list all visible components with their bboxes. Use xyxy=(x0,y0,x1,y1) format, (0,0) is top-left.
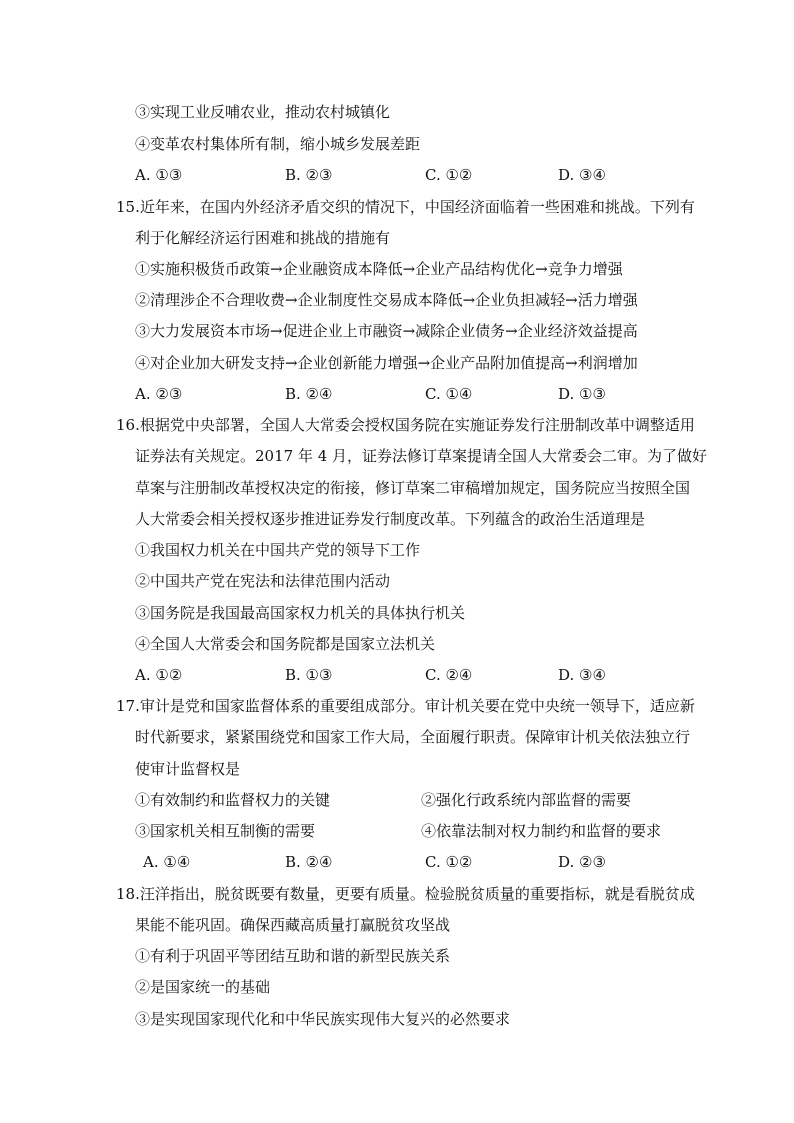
q17-statement-4: ④依靠法制对权力制约和监督的要求 xyxy=(421,822,662,840)
q17-statement-1: ①有效制约和监督权力的关键 xyxy=(135,791,331,809)
q15-statement-3: ③大力发展资本市场→促进企业上市融资→减除企业债务→企业经济效益提高 xyxy=(135,322,638,340)
q17-option-a: A. ①④ xyxy=(143,853,191,871)
q17-options xyxy=(143,852,703,872)
q15-stem-line-2: 利于化解经济运行困难和挑战的措施有 xyxy=(135,229,391,247)
q17-stem-line-1: 17.审计是党和国家监督体系的重要组成部分。审计机关要在党中央统一领导下，适应新 xyxy=(116,697,695,715)
q14-statement-4: ④变革农村集体所有制，缩小城乡发展差距 xyxy=(135,135,421,153)
q15-option-a: A. ②③ xyxy=(135,385,183,403)
q17-option-d: D. ②③ xyxy=(558,853,606,871)
q14-option-c: C. ①② xyxy=(425,166,473,184)
q15-statement-2: ②清理涉企不合理收费→企业制度性交易成本降低→企业负担减轻→活力增强 xyxy=(135,291,638,309)
q17-stem-line-3: 使审计监督权是 xyxy=(135,760,241,778)
q14-option-a: A. ①③ xyxy=(135,166,183,184)
q14-option-d: D. ③④ xyxy=(558,166,606,184)
q17-statement-2: ②强化行政系统内部监督的需要 xyxy=(421,791,632,809)
q16-option-d: D. ③④ xyxy=(558,666,606,684)
q16-option-c: C. ②④ xyxy=(425,666,473,684)
q18-statement-1: ①有利于巩固平等团结互助和谐的新型民族关系 xyxy=(135,947,451,965)
q17-statements-row-1 xyxy=(135,790,695,810)
q17-statement-3: ③国家机关相互制衡的需要 xyxy=(135,822,316,840)
q18-statement-2: ②是国家统一的基础 xyxy=(135,978,271,996)
q17-stem-line-2: 时代新要求，紧紧围绕党和国家工作大局，全面履行职责。保障审计机关依法独立行 xyxy=(135,728,691,746)
q16-statement-1: ①我国权力机关在中国共产党的领导下工作 xyxy=(135,541,421,559)
q14-option-b: B. ②③ xyxy=(285,166,333,184)
q16-statement-4: ④全国人大常委会和国务院都是国家立法机关 xyxy=(135,635,436,653)
q14-options xyxy=(135,165,695,185)
q16-option-a: A. ①② xyxy=(135,666,183,684)
q15-stem-line-1: 15.近年来，在国内外经济矛盾交织的情况下，中国经济面临着一些困难和挑战。下列有 xyxy=(116,198,695,216)
q17-option-c: C. ①② xyxy=(425,853,473,871)
q18-stem-line-1: 18.汪洋指出，脱贫既要有数量，更要有质量。检验脱贫质量的重要指标，就是看脱贫成 xyxy=(116,885,695,903)
q14-statement-3: ③实现工业反哺农业，推动农村城镇化 xyxy=(135,103,391,121)
q16-stem-line-1: 16.根据党中央部署，全国人大常委会授权国务院在实施证券发行注册制改革中调整适用 xyxy=(116,416,695,434)
q15-options xyxy=(135,384,695,404)
q16-option-b: B. ①③ xyxy=(285,666,333,684)
q16-stem-line-3: 草案与注册制改革授权决定的衔接，修订草案二审稿增加规定，国务院应当按照全国 xyxy=(135,479,691,497)
q15-statement-1: ①实施积极货币政策→企业融资成本降低→企业产品结构优化→竞争力增强 xyxy=(135,260,623,278)
q15-option-c: C. ①④ xyxy=(425,385,473,403)
q17-statements-row-2 xyxy=(135,821,695,841)
q15-option-b: B. ②④ xyxy=(285,385,333,403)
q16-options xyxy=(135,665,695,685)
q18-statement-3: ③是实现国家现代化和中华民族实现伟大复兴的必然要求 xyxy=(135,1010,511,1028)
q16-stem-line-4: 人大常委会相关授权逐步推进证券发行制度改革。下列蕴含的政治生活道理是 xyxy=(135,510,646,528)
q16-statement-3: ③国务院是我国最高国家权力机关的具体执行机关 xyxy=(135,604,466,622)
q18-stem-line-2: 果能不能巩固。确保西藏高质量打赢脱贫攻坚战 xyxy=(135,916,451,934)
q16-statement-2: ②中国共产党在宪法和法律范围内活动 xyxy=(135,572,391,590)
q16-stem-line-2: 证券法有关规定。2017 年 4 月，证券法修订草案提请全国人大常委会二审。为了做好 xyxy=(135,447,708,465)
q15-option-d: D. ①③ xyxy=(558,385,606,403)
q15-statement-4: ④对企业加大研发支持→企业创新能力增强→企业产品附加值提高→利润增加 xyxy=(135,354,638,372)
q17-option-b: B. ②④ xyxy=(285,853,333,871)
